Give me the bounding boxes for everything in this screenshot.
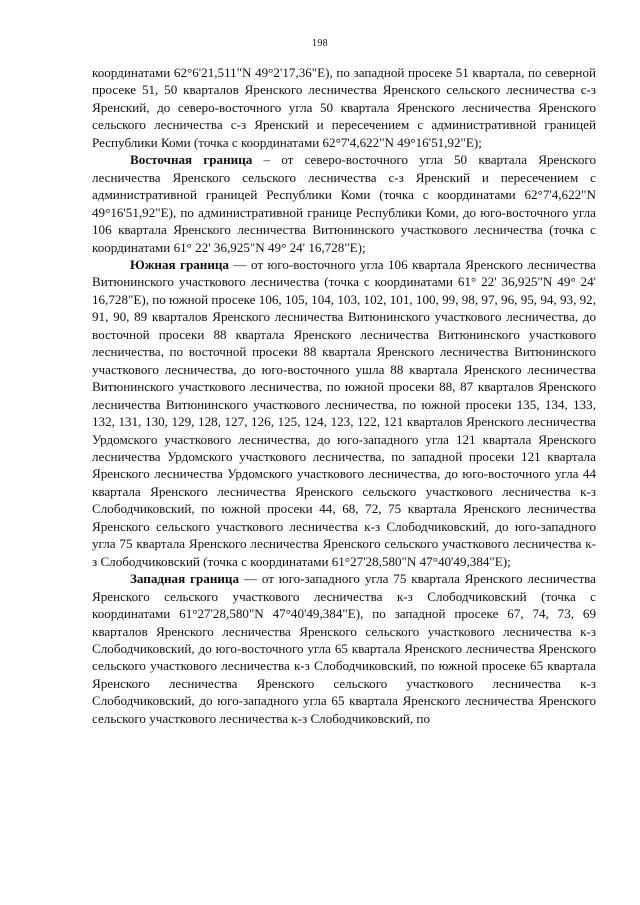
- paragraph-east-boundary: [92, 151, 596, 256]
- paragraph-text: — от юго-западного угла 75 квартала Яренского лесничества Яренского сельского участкового лесничества к-з Слободчиковский (точка с координатами 61°27'28,580"N 47°40'49,384"E), по западной просеке 67, 74, 73, 69 кварталов Яренского лесничества Яренского сельского участкового лесничества к-з Слободчиковский, до юго-восточного угла 65 квартала Яренского лесничества Яренского сельского участкового лесничества к-з Слободчиковский, по южной просеке 65 квартала Яренского лесничества Яренского сельского участкового лесничества к-з Слободчиковский, до юго-западного угла 65 квартала Яренского лесничества Яренского сельского участкового лесничества к-з Слободчиковский, по: [92, 571, 596, 726]
- paragraph-south-boundary: [92, 256, 596, 570]
- page-number: 198: [312, 38, 328, 49]
- paragraph-continuation: [92, 64, 596, 151]
- paragraph-text: – от северо-восточного угла 50 квартала Яренского лесничества Яренского сельского лесничества с-з Яренский и пересечением с административной границей Республики Коми (точка с координатами 62°7'4,622"N 49°16'51,92"E), по административной границе Республики Коми, до юго-восточного угла 106 квартала Яренского лесничества Витюнинского участкового лесничества (точка с координатами 61° 22' 36,925"N 49° 24' 16,728"E);: [92, 152, 596, 255]
- paragraph-heading: Восточная граница: [130, 152, 253, 168]
- paragraph-west-boundary: [92, 570, 596, 727]
- paragraph-heading: Южная граница: [130, 256, 229, 272]
- document-body: [92, 64, 596, 727]
- paragraph-heading: Западная граница: [130, 571, 239, 587]
- paragraph-text: координатами 62°6'21,511"N 49°2'17,36"E), по западной просеке 51 квартала, по северной просеке 51, 50 кварталов Яренского лесничества Яренского сельского лесничества с-з Яренский, до северо-восточного угла 50 квартала Яренского лесничества Яренского сельского лесничества с-з Яренский и пересечением с административной границей Республики Коми (точка с координатами 62°7'4,622"N 49°16'51,92"E);: [92, 65, 596, 150]
- paragraph-text: — от юго-восточного угла 106 квартала Яренского лесничества Витюнинского участкового лесничества (точка с координатами 61° 22' 36,925"N 49° 24' 16,728"E), по южной просеке 106, 105, 104, 103, 102, 101, 100, 99, 98, 97, 96, 95, 94, 93, 92, 91, 90, 89 кварталов Яренского лесничества Витюнинского участкового лесничества, до восточной просеки 88 квартала Яренского лесничества Витюнинского участкового лесничества, по восточной просеки 88 квартала Яренского лесничества Витюнинского участкового лесничества, до юго-восточного ушла 88 квартала Яренского лесничества Витюнинского участкового лесничества, по южной просеки 88, 87 кварталов Яренского лесничества Витюнинского участкового лесничества, по южной просеки 135, 134, 133, 132, 131, 130, 129, 128, 127, 126, 125, 124, 123, 122, 121 кварталов Яренского лесничества Урдомского участкового лесничества, до юго-западного угла 121 квартала Яренского лесничества Урдомского участкового лесничества, по западной просеки 121 квартала Яренского лесничества Урдомского участкового лесничества, до юго-восточного угла 44 квартала Яренского лесничества Яренского сельского участкового лесничества к-з Слободчиковский, по южной просеки 44, 68, 72, 75 квартала Яренского лесничества Яренского сельского участкового лесничества к-з Слободчиковский, до юго-западного угла 75 квартала Яренского лесничества Яренского сельского участкового лесничества к-з Слободчиковский (точка с координатами 61°27'28,580"N 47°40'49,384"E);: [92, 256, 596, 569]
